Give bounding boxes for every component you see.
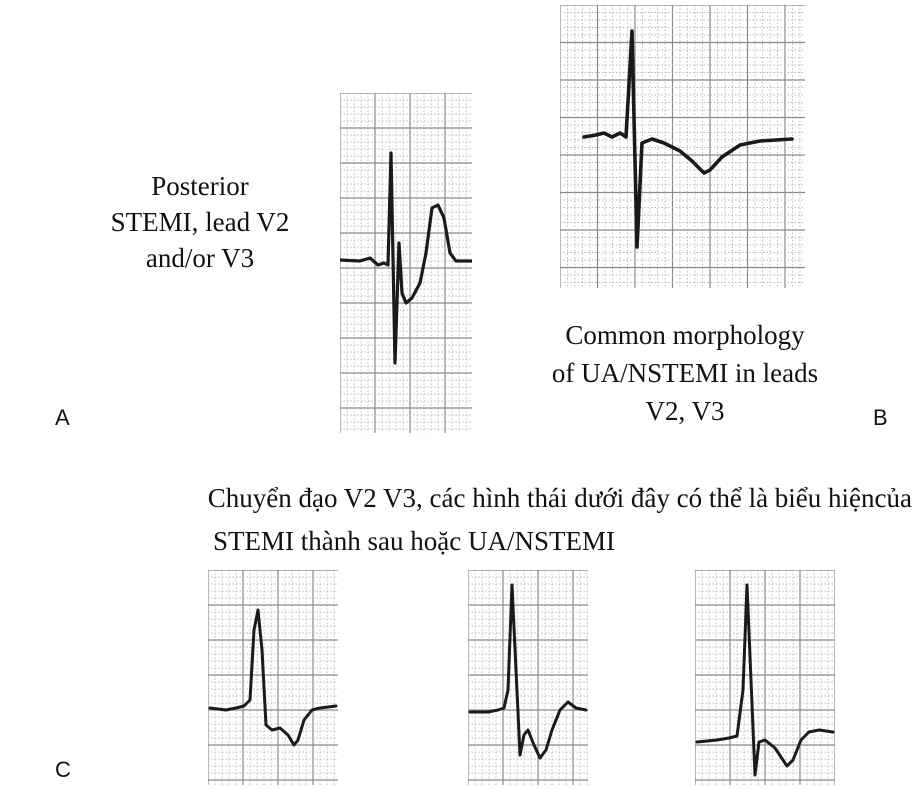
panel-a-caption-line-2: STEMI, lead V2 [110, 207, 290, 237]
ecg-grid-c2 [468, 570, 588, 785]
ecg-strip-c3 [695, 570, 835, 785]
ecg-grid-c3 [695, 570, 835, 785]
panel-c-caption-line-2: STEMI thành sau hoặc UA/NSTEMI [213, 526, 615, 556]
ecg-grid-c1 [208, 570, 338, 785]
panel-a-caption-line-3: and/or V3 [145, 243, 255, 273]
ecg-strip-a [340, 93, 472, 433]
ecg-trace-c2 [470, 585, 586, 758]
ecg-strip-c2 [468, 570, 588, 785]
panel-a-label: A [55, 405, 70, 430]
ecg-strip-b [560, 5, 805, 288]
panel-a-caption [70, 168, 330, 276]
panel-c-caption-line-1: Chuyển đạo V2 V3, các hình thái dưới đây có thể là biểu hiệncủa [207, 483, 912, 513]
panel-b-caption-line-2: of UA/NSTEMI in leads [551, 358, 819, 388]
ecg-strip-c1 [208, 570, 338, 785]
ecg-grid-a [340, 93, 472, 433]
panel-b-caption-line-1: Common morphology [565, 320, 805, 350]
panel-a-caption-line-1: Posterior [151, 171, 249, 201]
panel-c-label: C [55, 757, 71, 782]
ecg-grid-b [560, 5, 805, 288]
panel-b-caption-line-3: V2, V3 [645, 396, 725, 426]
panel-b-caption [505, 316, 865, 430]
panel-b-label: B [873, 405, 888, 430]
